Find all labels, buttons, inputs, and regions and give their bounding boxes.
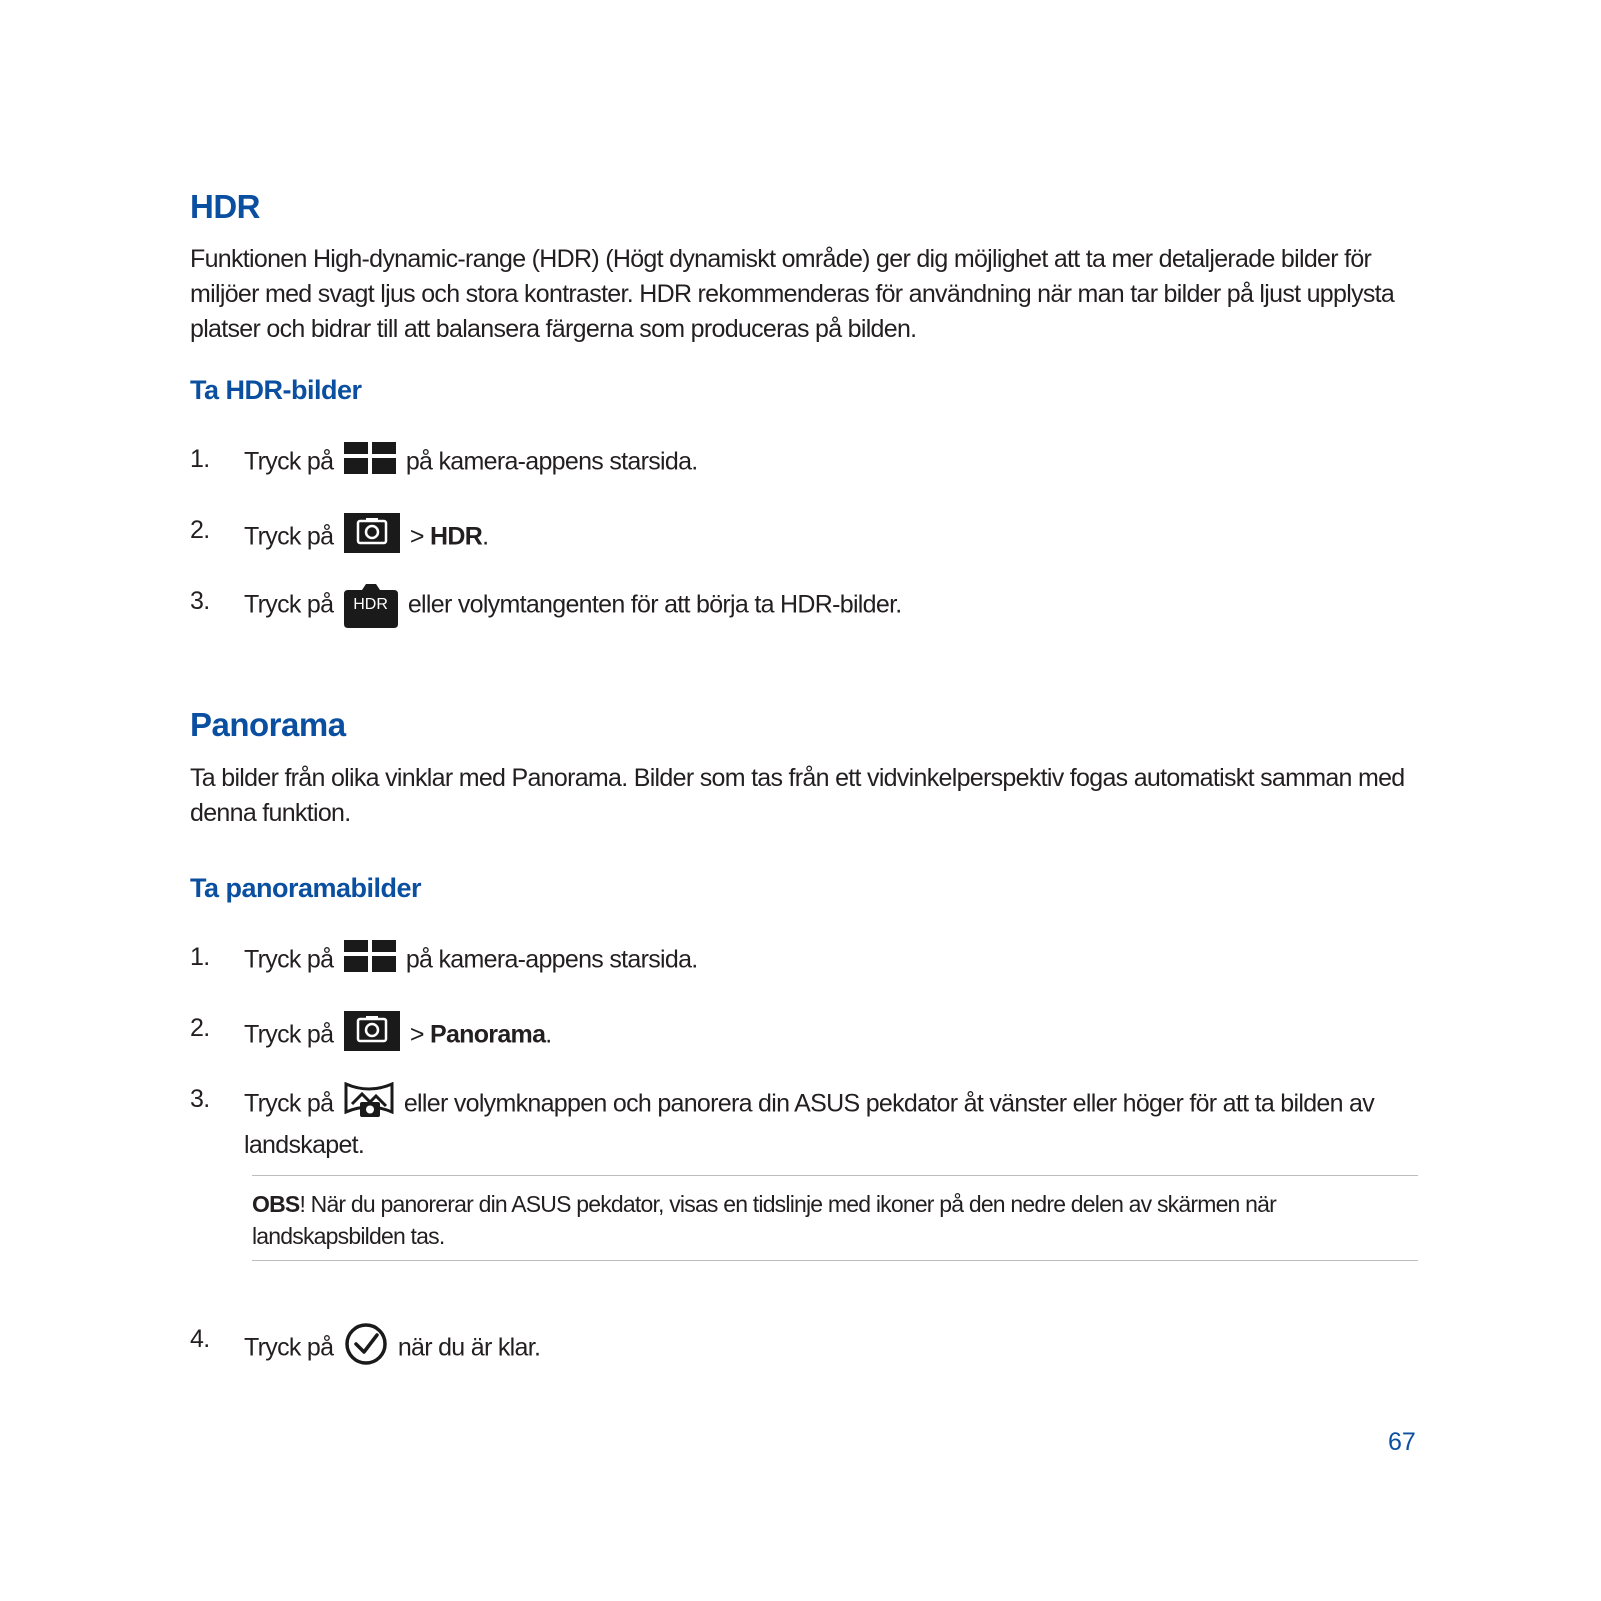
note-box bbox=[252, 1175, 1418, 1261]
step-text: eller volymknappen och panorera din ASUS pekdator åt vänster eller höger för att ta bilden av landskapet. bbox=[244, 1089, 1375, 1159]
panorama-subheading: Ta panoramabilder bbox=[190, 873, 422, 903]
camera-icon bbox=[344, 1011, 400, 1061]
step-bold-text: HDR bbox=[429, 522, 483, 551]
step-number: 2. bbox=[190, 1014, 210, 1042]
step-number: 3. bbox=[190, 1085, 210, 1113]
step-text: Tryck på bbox=[244, 945, 334, 974]
step-text: Tryck på bbox=[244, 1020, 334, 1049]
step-number: 1. bbox=[190, 943, 210, 971]
step-text: Tryck på bbox=[244, 1333, 334, 1362]
step-number: 3. bbox=[190, 587, 210, 615]
panorama-heading: Panorama bbox=[190, 706, 346, 743]
grid-menu-icon bbox=[344, 940, 396, 982]
step-number: 2. bbox=[190, 516, 210, 544]
step-text: på kamera-appens starsida. bbox=[405, 447, 698, 476]
step-text: . bbox=[545, 1020, 552, 1049]
hdr-subheading: Ta HDR-bilder bbox=[190, 375, 362, 405]
step-text: eller volymtangenten för att börja ta HDR-bilder. bbox=[407, 590, 902, 619]
step-text: på kamera-appens starsida. bbox=[405, 945, 698, 974]
step-number: 1. bbox=[190, 445, 210, 473]
step-text: Tryck på bbox=[244, 447, 334, 476]
panorama-shutter-icon bbox=[344, 1082, 394, 1128]
grid-menu-icon bbox=[344, 442, 396, 484]
hdr-heading: HDR bbox=[190, 188, 260, 225]
step-number: 4. bbox=[190, 1325, 210, 1353]
step-text: Tryck på bbox=[244, 522, 334, 551]
hdr-description: Funktionen High-dynamic-range (HDR) (Högt dynamiskt område) ger dig möjlighet att ta mer detaljerade bilder för miljöer med svagt ljus och stora kontraster. HDR rekommenderas för användning när man tar bilder på ljust upplysta platser och bidrar till att balansera färgerna som produceras på bilden. bbox=[190, 245, 1395, 343]
note-label: OBS bbox=[252, 1191, 300, 1217]
page-number: 67 bbox=[1388, 1428, 1416, 1456]
hdr-shutter-icon bbox=[344, 584, 398, 628]
hdr-icon-label: HDR bbox=[353, 596, 388, 613]
check-circle-icon bbox=[344, 1322, 388, 1376]
step-bold-text: Panorama bbox=[429, 1020, 546, 1049]
panorama-description: Ta bilder från olika vinklar med Panorama. Bilder som tas från ett vidvinkelperspektiv fogas automatiskt samman med denna funktion. bbox=[190, 764, 1405, 827]
step-text: Tryck på bbox=[244, 1089, 334, 1118]
step-text: > bbox=[409, 522, 430, 551]
note-body: ! När du panorerar din ASUS pekdator, visas en tidslinje med ikoner på den nedre delen av skärmen när landskapsbilden tas. bbox=[252, 1191, 1276, 1249]
camera-icon bbox=[344, 513, 400, 563]
step-text: när du är klar. bbox=[397, 1333, 541, 1362]
step-text: . bbox=[482, 522, 489, 551]
step-text: Tryck på bbox=[244, 590, 334, 619]
note-text bbox=[252, 1176, 1418, 1252]
step-text: > bbox=[409, 1020, 430, 1049]
